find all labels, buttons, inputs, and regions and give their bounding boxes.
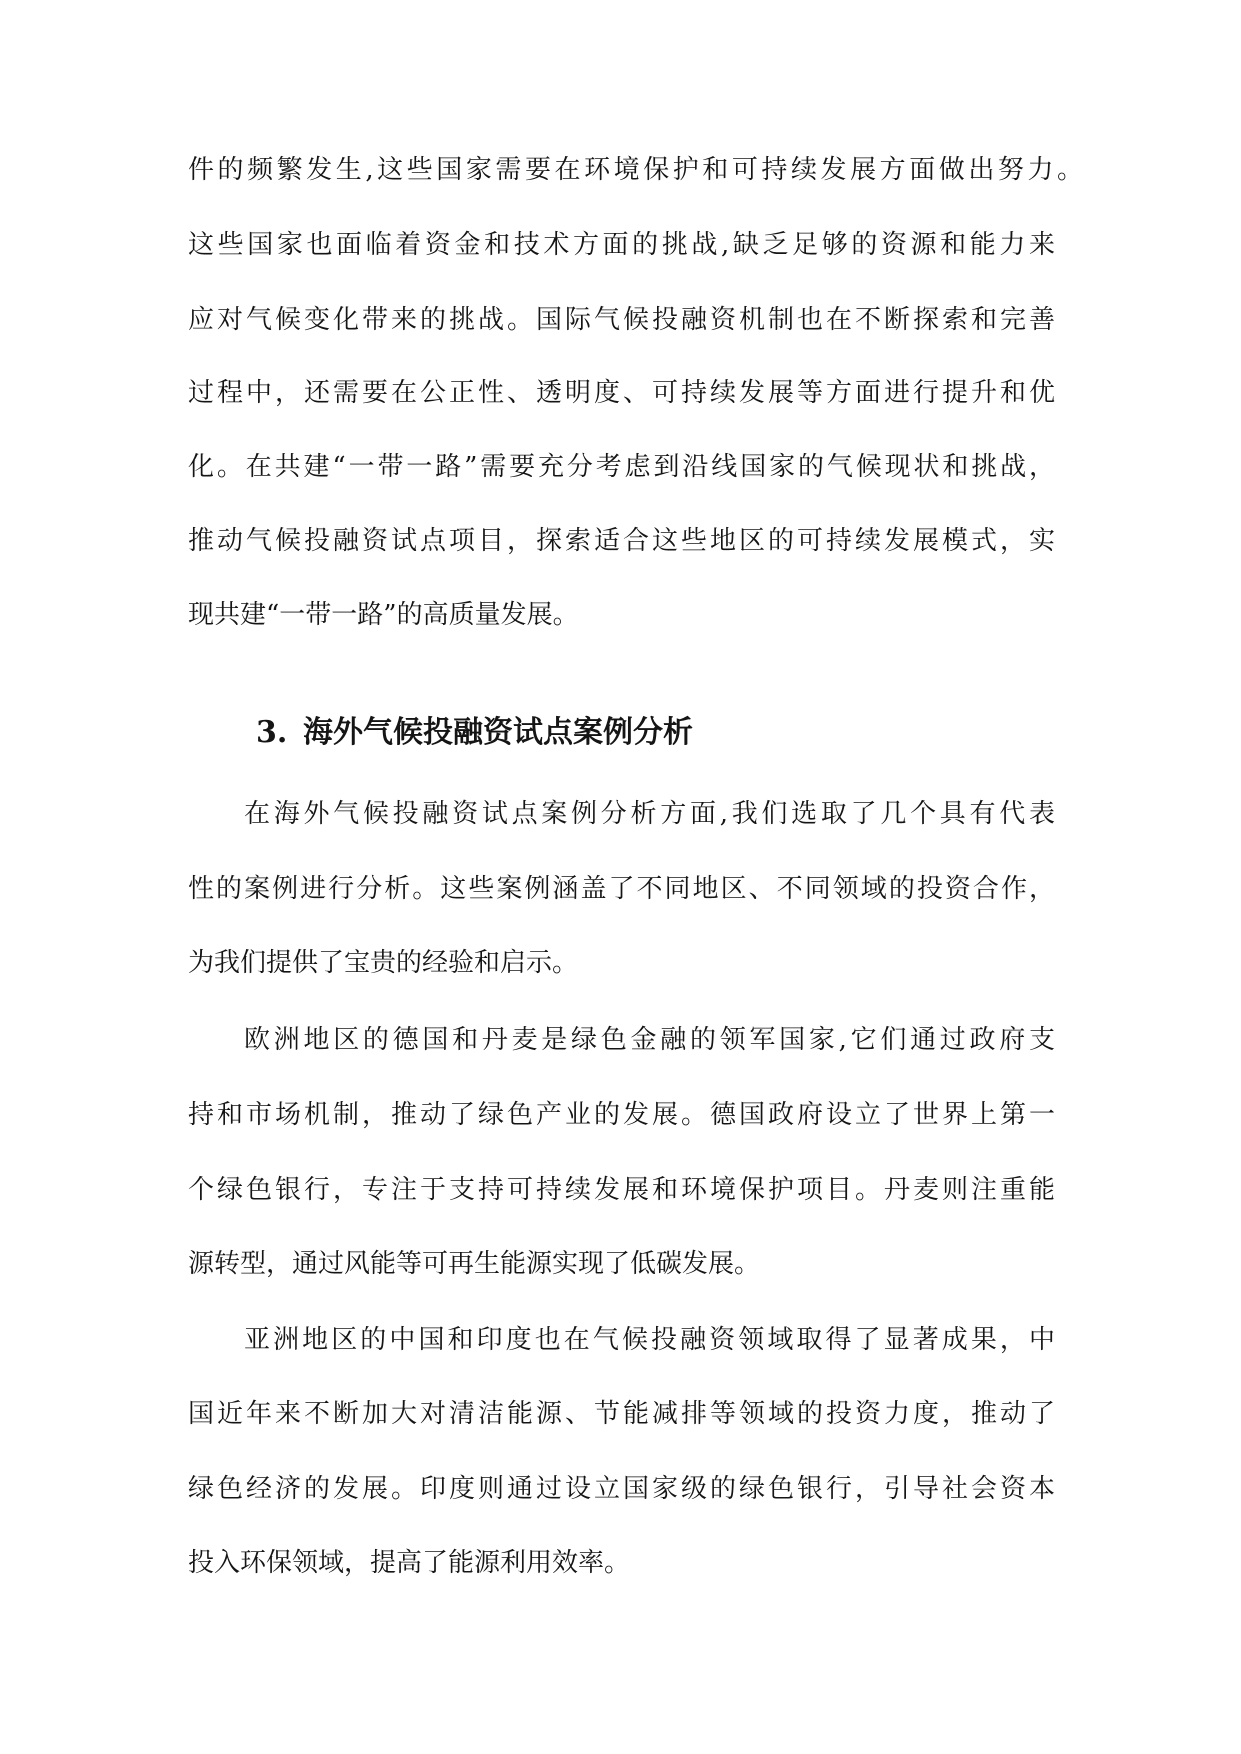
paragraph-line: 国近年来不断加大对清洁能源、节能减排等领域的投资力度，推动了 bbox=[188, 1399, 1055, 1429]
section-title: 海外气候投融资试点案例分析 bbox=[303, 715, 693, 750]
paragraph-line: 个绿色银行，专注于支持可持续发展和环境保护项目。丹麦则注重能 bbox=[188, 1175, 1055, 1205]
paragraph-line: 现共建“一带一路”的高质量发展。 bbox=[188, 600, 579, 630]
paragraph-line: 投入环保领域，提高了能源利用效率。 bbox=[188, 1548, 631, 1578]
section-heading bbox=[256, 713, 693, 753]
paragraph-line: 持和市场机制，推动了绿色产业的发展。德国政府设立了世界上第一 bbox=[188, 1100, 1055, 1130]
paragraph-line: 亚洲地区的中国和印度也在气候投融资领域取得了显著成果，中 bbox=[244, 1325, 1055, 1355]
paragraph-line: 过程中，还需要在公正性、透明度、可持续发展等方面进行提升和优 bbox=[188, 378, 1055, 408]
section-number: 3. bbox=[256, 715, 288, 750]
paragraph-line: 推动气候投融资试点项目，探索适合这些地区的可持续发展模式，实 bbox=[188, 526, 1055, 556]
paragraph-line: 源转型，通过风能等可再生能源实现了低碳发展。 bbox=[188, 1249, 761, 1279]
paragraph-line: 在海外气候投融资试点案例分析方面,我们选取了几个具有代表 bbox=[244, 799, 1055, 829]
paragraph-line: 欧洲地区的德国和丹麦是绿色金融的领军国家,它们通过政府支 bbox=[244, 1025, 1055, 1055]
paragraph-line: 件的频繁发生,这些国家需要在环境保护和可持续发展方面做出努力。 bbox=[188, 155, 1083, 185]
paragraph-line: 性的案例进行分析。这些案例涵盖了不同地区、不同领域的投资合作， bbox=[188, 874, 1055, 904]
paragraph-line: 应对气候变化带来的挑战。国际气候投融资机制也在不断探索和完善 bbox=[188, 305, 1055, 335]
paragraph-line: 绿色经济的发展。印度则通过设立国家级的绿色银行，引导社会资本 bbox=[188, 1474, 1055, 1504]
paragraph-line: 这些国家也面临着资金和技术方面的挑战,缺乏足够的资源和能力来 bbox=[188, 230, 1055, 260]
paragraph-line: 化。在共建“一带一路”需要充分考虑到沿线国家的气候现状和挑战， bbox=[188, 452, 1055, 482]
paragraph-line: 为我们提供了宝贵的经验和启示。 bbox=[188, 948, 579, 978]
